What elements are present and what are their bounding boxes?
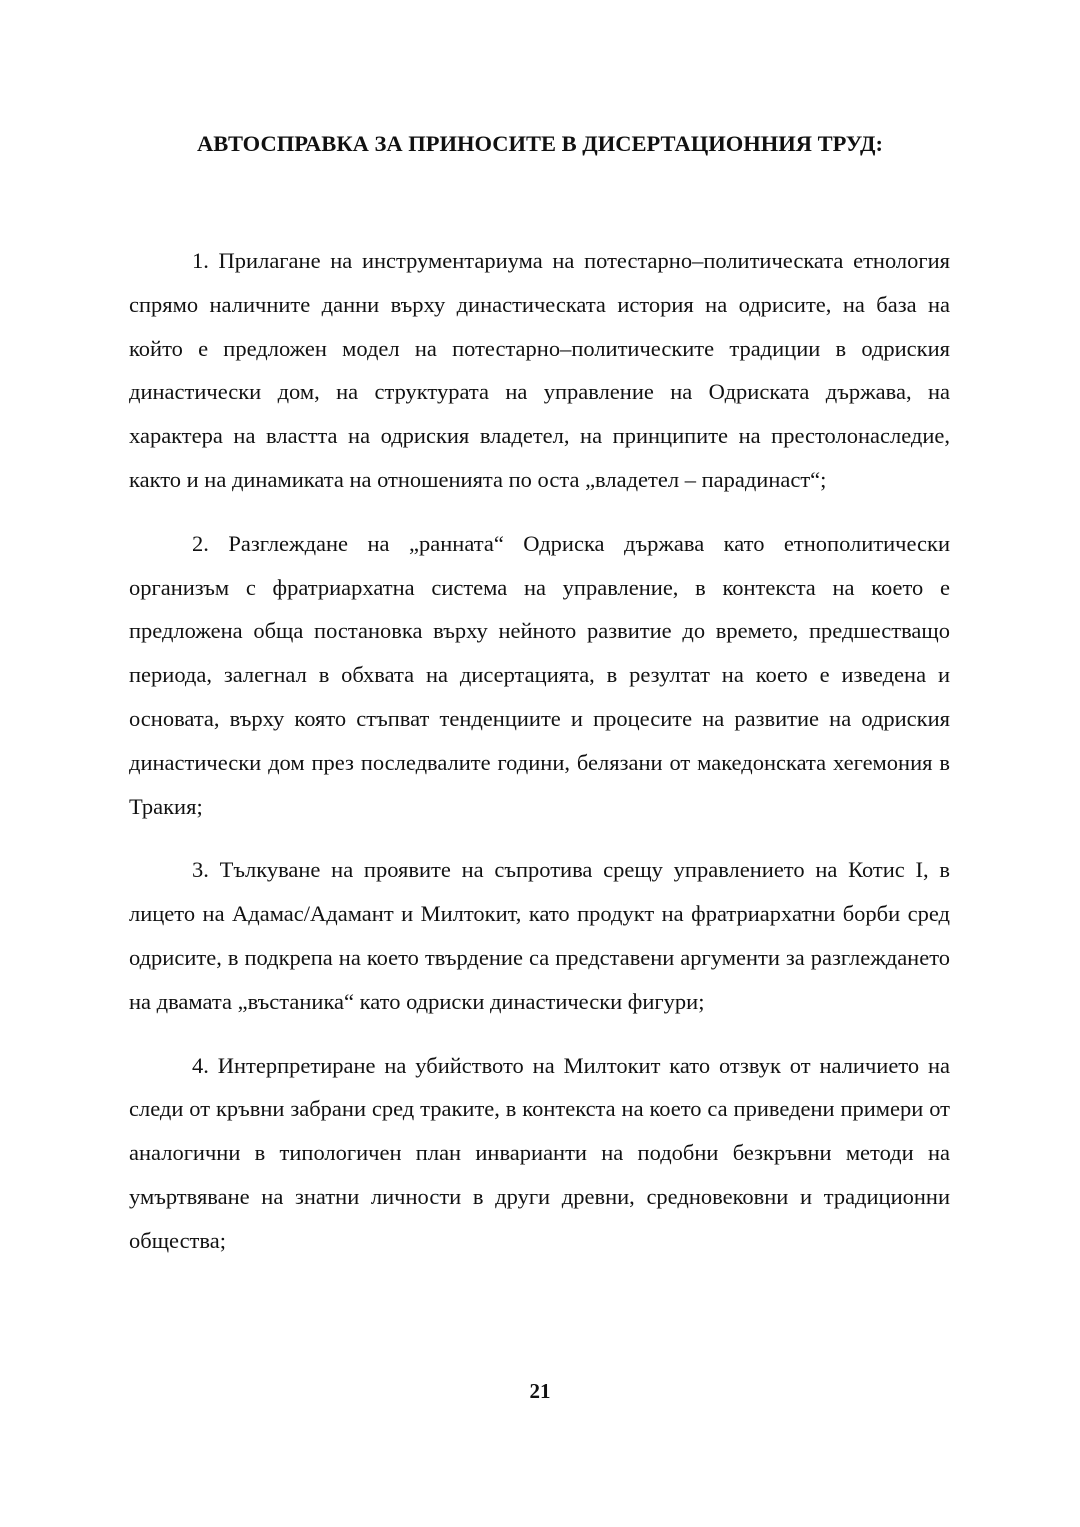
list-item: 2. Разглеждане на „ранната“ Одриска държава като етнополитически организъм с фратриархатна система на управление, в контекста на което е предложена обща постановка върху нейното развитие до времето, предшестващо периода, залегнал в обхвата на дисертацията, в резултат на което е изведена и основата, върху която стъпват тенденциите и процесите на развитие на одриския династически дом през последвалите години, белязани от македонската хегемония в Тракия;	[129, 530, 950, 819]
list-item: 1. Прилагане на инструментариума на потестарно–политическата етнология спрямо наличните данни върху династическата история на одрисите, на база на който е предложен модел на потестарно–политическите традиции в одриския династически дом, на структурата на управление на Одриската държава, на характера на властта на одриския владетел, на принципите на престолонаследие, както и на динамиката на отношенията по оста „владетел – парадинаст“;	[129, 248, 950, 492]
list-item: 3. Тълкуване на проявите на съпротива срещу управлението на Котис I, в лицето на Адамас/Адамант и Милтокит, като продукт на фратриархатни борби сред одрисите, в подкрепа на което твърдение са представени аргументи за разглеждането на двамата „въстаника“ като одриски династически фигури;	[129, 857, 950, 1014]
page-number: 21	[529, 1379, 551, 1403]
list-item: 4. Интерпретиране на убийството на Милтокит като отзвук от наличието на следи от кръвни забрани сред траките, в контекста на което са приведени примери от аналогични в типологичен план инварианти на подобни безкръвни методи на умъртвяване на знатни личности в други древни, средновековни и традиционни общества;	[129, 1052, 950, 1253]
contributions-list	[129, 239, 950, 1283]
page-title: АВТОСПРАВКА ЗА ПРИНОСИТЕ В ДИСЕРТАЦИОННИЯ ТРУД:	[197, 131, 883, 156]
